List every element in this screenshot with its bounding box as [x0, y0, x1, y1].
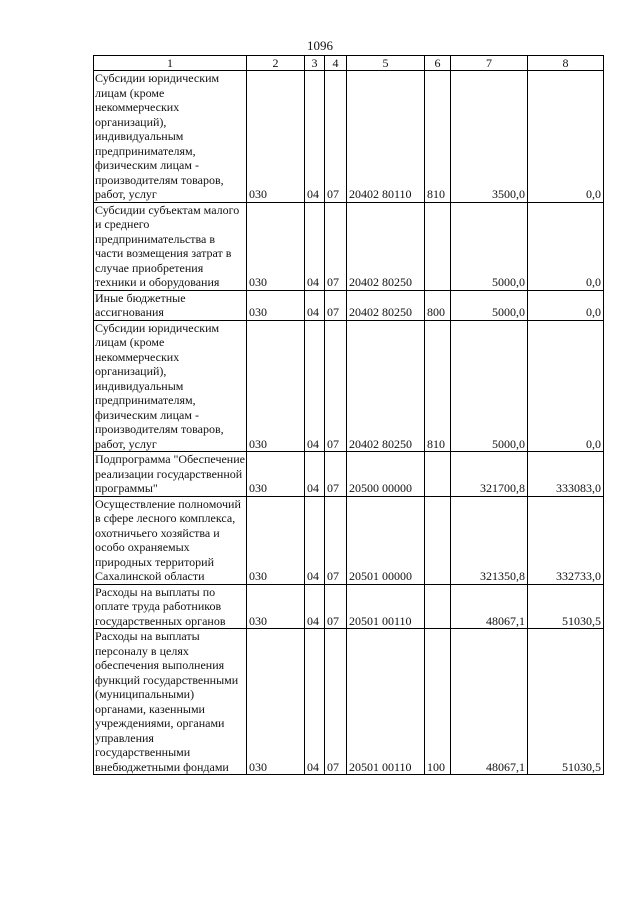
table-row: [94, 202, 604, 290]
cell-name: Расходы на выплаты персоналу в целях обеспечения выполнения функций государственными (муниципальными) органами, казенными учреждениями, органами управления государственными внебюджетными фондами: [94, 629, 247, 775]
cell-c4: 07: [325, 496, 347, 584]
cell-c6: [425, 202, 451, 290]
cell-c2: 030: [247, 629, 305, 775]
cell-c7: 321350,8: [451, 496, 528, 584]
cell-c7: 321700,8: [451, 452, 528, 497]
cell-c2: 030: [247, 584, 305, 629]
column-header: 5: [347, 56, 425, 71]
table-row: [94, 320, 604, 452]
cell-c2: 030: [247, 320, 305, 452]
cell-c5: 20402 80250: [347, 202, 425, 290]
cell-c8: 51030,5: [528, 584, 604, 629]
cell-c2: 030: [247, 71, 305, 203]
cell-c7: 5000,0: [451, 202, 528, 290]
cell-c8: 333083,0: [528, 452, 604, 497]
cell-name: Расходы на выплаты по оплате труда работников государственных органов: [94, 584, 247, 629]
budget-table: [93, 55, 604, 775]
cell-c3: 04: [305, 452, 325, 497]
cell-c5: 20402 80250: [347, 320, 425, 452]
cell-c3: 04: [305, 320, 325, 452]
table-row: [94, 452, 604, 497]
cell-name: Субсидии субъектам малого и среднего предпринимательства в части возмещения затрат в случае приобретения техники и оборудования: [94, 202, 247, 290]
cell-c2: 030: [247, 290, 305, 320]
cell-c6: [425, 496, 451, 584]
cell-name: Субсидии юридическим лицам (кроме некоммерческих организаций), индивидуальным предпринимателям, физическим лицам - производителям товаров, работ, услуг: [94, 71, 247, 203]
cell-c2: 030: [247, 496, 305, 584]
table-row: [94, 629, 604, 775]
cell-c6: 800: [425, 290, 451, 320]
cell-c6: [425, 452, 451, 497]
cell-c7: 5000,0: [451, 320, 528, 452]
cell-c5: 20501 00000: [347, 496, 425, 584]
column-header: 8: [528, 56, 604, 71]
cell-c5: 20501 00110: [347, 584, 425, 629]
cell-c5: 20402 80250: [347, 290, 425, 320]
table-row: [94, 496, 604, 584]
cell-c2: 030: [247, 452, 305, 497]
cell-c3: 04: [305, 290, 325, 320]
column-header: 6: [425, 56, 451, 71]
cell-c7: 3500,0: [451, 71, 528, 203]
header-row: [94, 56, 604, 71]
cell-c7: 48067,1: [451, 629, 528, 775]
cell-name: Субсидии юридическим лицам (кроме некоммерческих организаций), индивидуальным предпринимателям, физическим лицам - производителям товаров, работ, услуг: [94, 320, 247, 452]
table-row: [94, 71, 604, 203]
table-header: [94, 56, 604, 71]
cell-c5: 20501 00110: [347, 629, 425, 775]
cell-c8: 332733,0: [528, 496, 604, 584]
cell-c4: 07: [325, 629, 347, 775]
cell-c3: 04: [305, 202, 325, 290]
cell-c6: 810: [425, 320, 451, 452]
cell-c4: 07: [325, 584, 347, 629]
cell-name: Иные бюджетные ассигнования: [94, 290, 247, 320]
cell-c3: 04: [305, 496, 325, 584]
cell-c6: [425, 584, 451, 629]
cell-c3: 04: [305, 584, 325, 629]
cell-name: Подпрограмма "Обеспечение реализации государственной программы": [95, 452, 245, 495]
cell-c8: 0,0: [528, 202, 604, 290]
cell-c7: 5000,0: [451, 290, 528, 320]
column-header: 4: [325, 56, 347, 71]
column-header: 2: [247, 56, 305, 71]
cell-c6: 810: [425, 71, 451, 203]
cell-c8: 0,0: [528, 71, 604, 203]
column-header: 3: [305, 56, 325, 71]
cell-c4: 07: [325, 320, 347, 452]
page-number: 1096: [307, 38, 333, 53]
table-body: [94, 71, 604, 775]
cell-c4: 07: [325, 452, 347, 497]
table-row: [94, 290, 604, 320]
cell-c8: 51030,5: [528, 629, 604, 775]
table-row: [94, 584, 604, 629]
cell-c2: 030: [247, 202, 305, 290]
cell-c4: 07: [325, 290, 347, 320]
column-header: 7: [451, 56, 528, 71]
cell-c3: 04: [305, 71, 325, 203]
cell-c5: 20500 00000: [347, 452, 425, 497]
cell-c8: 0,0: [528, 320, 604, 452]
cell-name: Осуществление полномочий в сфере лесного комплекса, охотничьего хозяйства и особо охраняемых природных территорий Сахалинской области: [94, 496, 247, 584]
cell-c3: 04: [305, 629, 325, 775]
column-header: 1: [94, 56, 247, 71]
cell-c8: 0,0: [528, 290, 604, 320]
cell-c6: 100: [425, 629, 451, 775]
cell-c4: 07: [325, 71, 347, 203]
cell-c7: 48067,1: [451, 584, 528, 629]
cell-c5: 20402 80110: [347, 71, 425, 203]
cell-c4: 07: [325, 202, 347, 290]
